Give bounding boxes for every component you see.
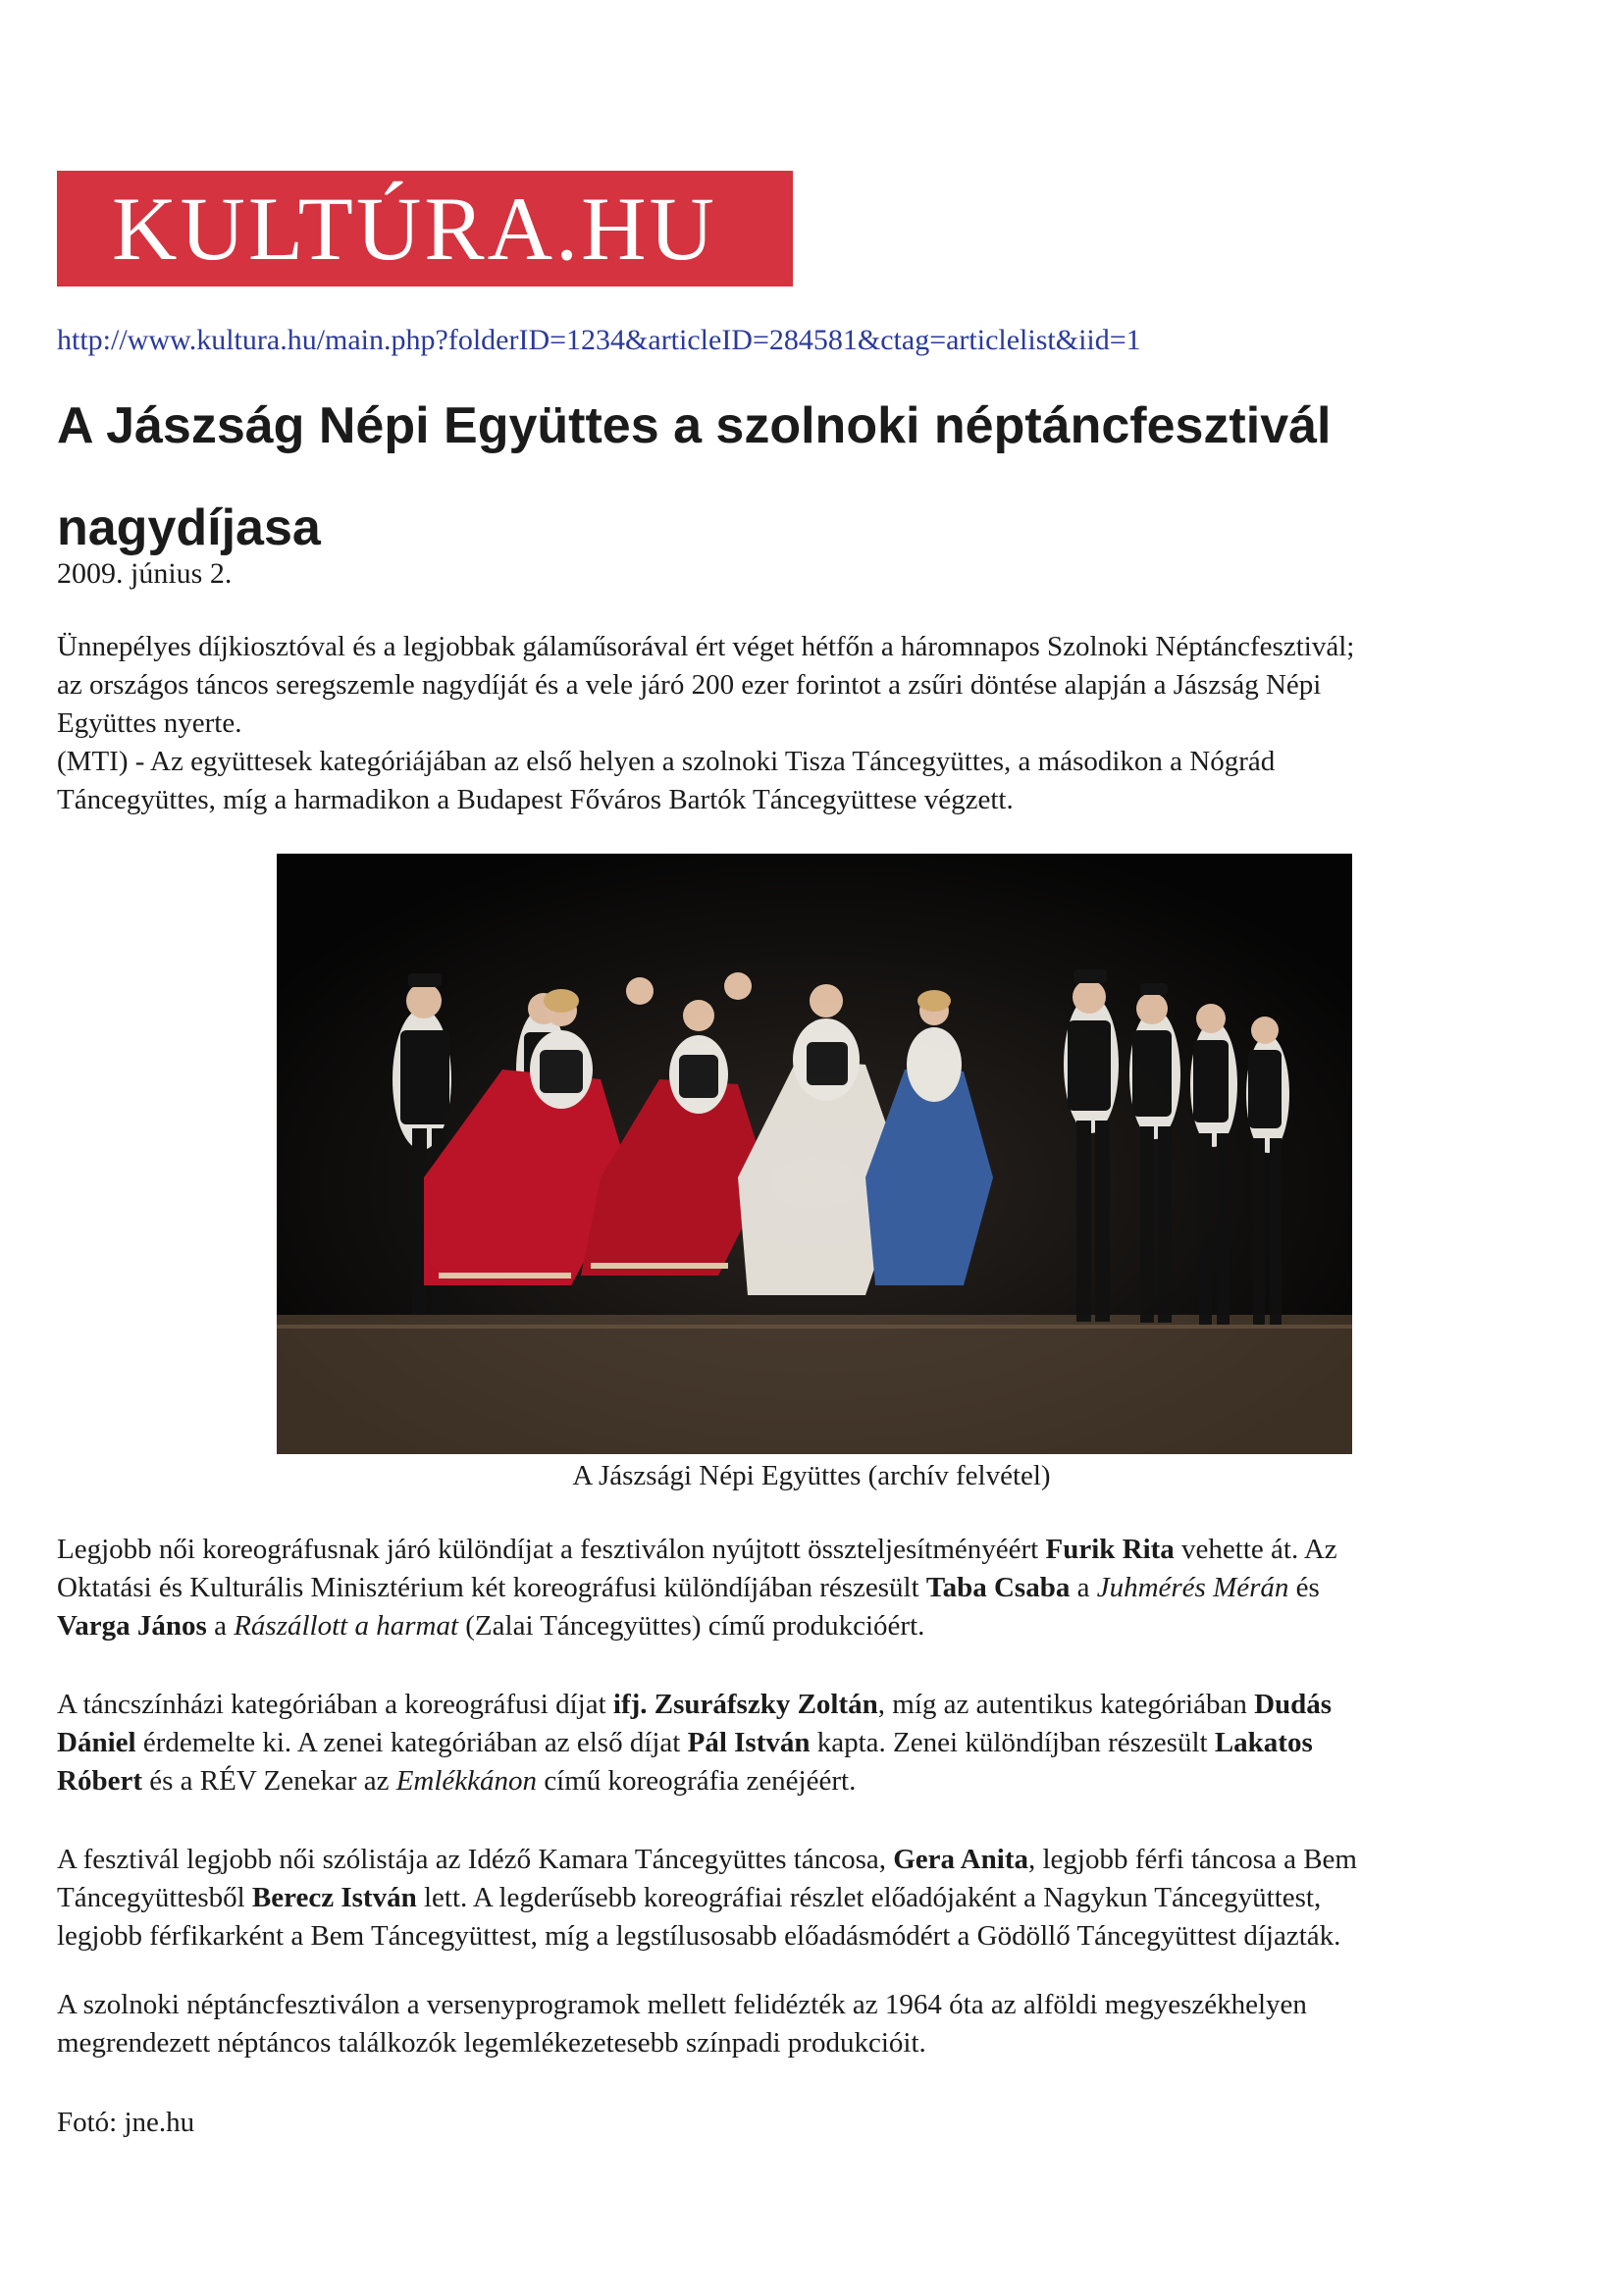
p4-line-2: megrendezett néptáncos találkozók legemlékezetesebb színpadi produkcióit. [57, 2027, 926, 2059]
p1-name-taba-csaba: Taba Csaba [925, 1572, 1071, 1603]
p2-name-dudas: Dudás [1254, 1689, 1333, 1720]
p2-text-h: kapta. Zenei különdíjban részesült [810, 1727, 1215, 1758]
source-url[interactable]: http://www.kultura.hu/main.php?folderID=1234&articleID=284581&ctag=articlelist&iid=1 [57, 324, 1141, 356]
p4-line-1: A szolnoki néptáncfesztiválon a versenyprogramok mellett felidézték az 1964 óta az alföldi megyeszékhelyen [57, 1989, 1307, 2020]
title-line-1: A Jászság Népi Együttes a szolnoki néptáncfesztivál [57, 397, 1332, 454]
p2-text-m: című koreográfia zenéjéért. [537, 1765, 857, 1797]
p1-text-f: a [1070, 1572, 1097, 1603]
p1-text-h: és [1288, 1572, 1320, 1603]
article-date: 2009. június 2. [57, 557, 233, 590]
p1-text-j: a [206, 1610, 235, 1642]
p3-name-berecz-istvan: Berecz István [251, 1882, 417, 1913]
p3-text-d: Táncegyüttesből [57, 1882, 252, 1913]
p2-text-k: és a RÉV Zenekar az [141, 1765, 396, 1797]
p2-text-a: A táncszínházi kategóriában a koreográfusi díjat [57, 1689, 613, 1720]
photo-credit: Fotó: jne.hu [57, 2107, 195, 2138]
p2-name-pal-istvan: Pál István [687, 1727, 811, 1758]
lead-line-1: Ünnepélyes díjkiosztóval és a legjobbak gálaműsorával ért véget hétfőn a háromnapos Szolnoki Néptáncfesztivál; [57, 631, 1355, 662]
p3-name-gera-anita: Gera Anita [893, 1844, 1028, 1875]
p1-text-c: vehette át. Az [1174, 1534, 1337, 1565]
p3-text-c: , legjobb férfi táncosa a Bem [1027, 1844, 1357, 1875]
article-lead [57, 628, 1568, 819]
p1-text-l: (Zalai Táncegyüttes) című produkcióért. [458, 1610, 925, 1642]
lead-line-5: Táncegyüttes, míg a harmadikon a Budapest Főváros Bartók Táncegyüttese végzett. [57, 784, 1014, 815]
lead-line-4: (MTI) - Az együttesek kategóriájában az első helyen a szolnoki Tisza Táncegyüttes, a másodikon a Nógrád [57, 746, 1276, 777]
p1-title-juhmeres: Juhmérés Mérán [1096, 1572, 1289, 1603]
p2-name-daniel: Dániel [57, 1727, 136, 1758]
p1-title-raszallott: Rászállott a harmat [234, 1610, 459, 1642]
article-title [57, 375, 1431, 579]
p2-text-f: érdemelte ki. A zenei kategóriában az első díjat [135, 1727, 688, 1758]
p1-text-d: Oktatási és Kulturális Minisztérium két koreográfusi különdíjában részesült [57, 1572, 926, 1603]
paragraph-awards-choreographers [57, 1531, 1568, 1645]
lead-line-2: az országos táncos seregszemle nagydíját és a vele járó 200 ezer forintot a zsűri döntése alapján a Jászság Népi [57, 669, 1322, 701]
p1-text-a: Legjobb női koreográfusnak járó különdíjat a fesztiválon nyújtott összteljesítményéért [57, 1534, 1046, 1565]
p3-text-a: A fesztivál legjobb női szólistája az Idéző Kamara Táncegyüttes táncosa, [57, 1844, 894, 1875]
p1-name-furik-rita: Furik Rita [1045, 1534, 1175, 1565]
p2-name-zsurafszky: ifj. Zsuráfszky Zoltán [612, 1689, 878, 1720]
lead-line-3: Együttes nyerte. [57, 707, 242, 739]
p1-name-varga-janos: Varga János [57, 1610, 207, 1642]
p2-title-emlekkanon: Emlékkánon [395, 1765, 538, 1797]
photo-illustration [277, 854, 1352, 1454]
paragraph-awards-categories [57, 1686, 1568, 1800]
photo-caption: A Jászsági Népi Együttes (archív felvétel) [572, 1460, 1051, 1491]
p3-text-g: legjobb férfikarként a Bem Táncegyüttest, míg a legstílusosabb előadásmódért a Gödöllő Táncegyüttest díjazták. [57, 1920, 1341, 1952]
dance-ensemble-photo [277, 854, 1352, 1454]
kultura-logo[interactable]: KULTÚRA.HU [57, 171, 793, 287]
paragraph-festival-history [57, 1986, 1568, 2062]
p2-name-lakatos: Lakatos [1214, 1727, 1313, 1758]
paragraph-awards-dancers [57, 1841, 1568, 1956]
title-line-2: nagydíjasa [57, 499, 321, 556]
p2-name-robert: Róbert [57, 1765, 142, 1797]
p2-text-c: , míg az autentikus kategóriában [877, 1689, 1255, 1720]
p3-text-f: lett. A legderűsebb koreográfiai részlet előadójaként a Nagykun Táncegyüttest, [416, 1882, 1322, 1913]
